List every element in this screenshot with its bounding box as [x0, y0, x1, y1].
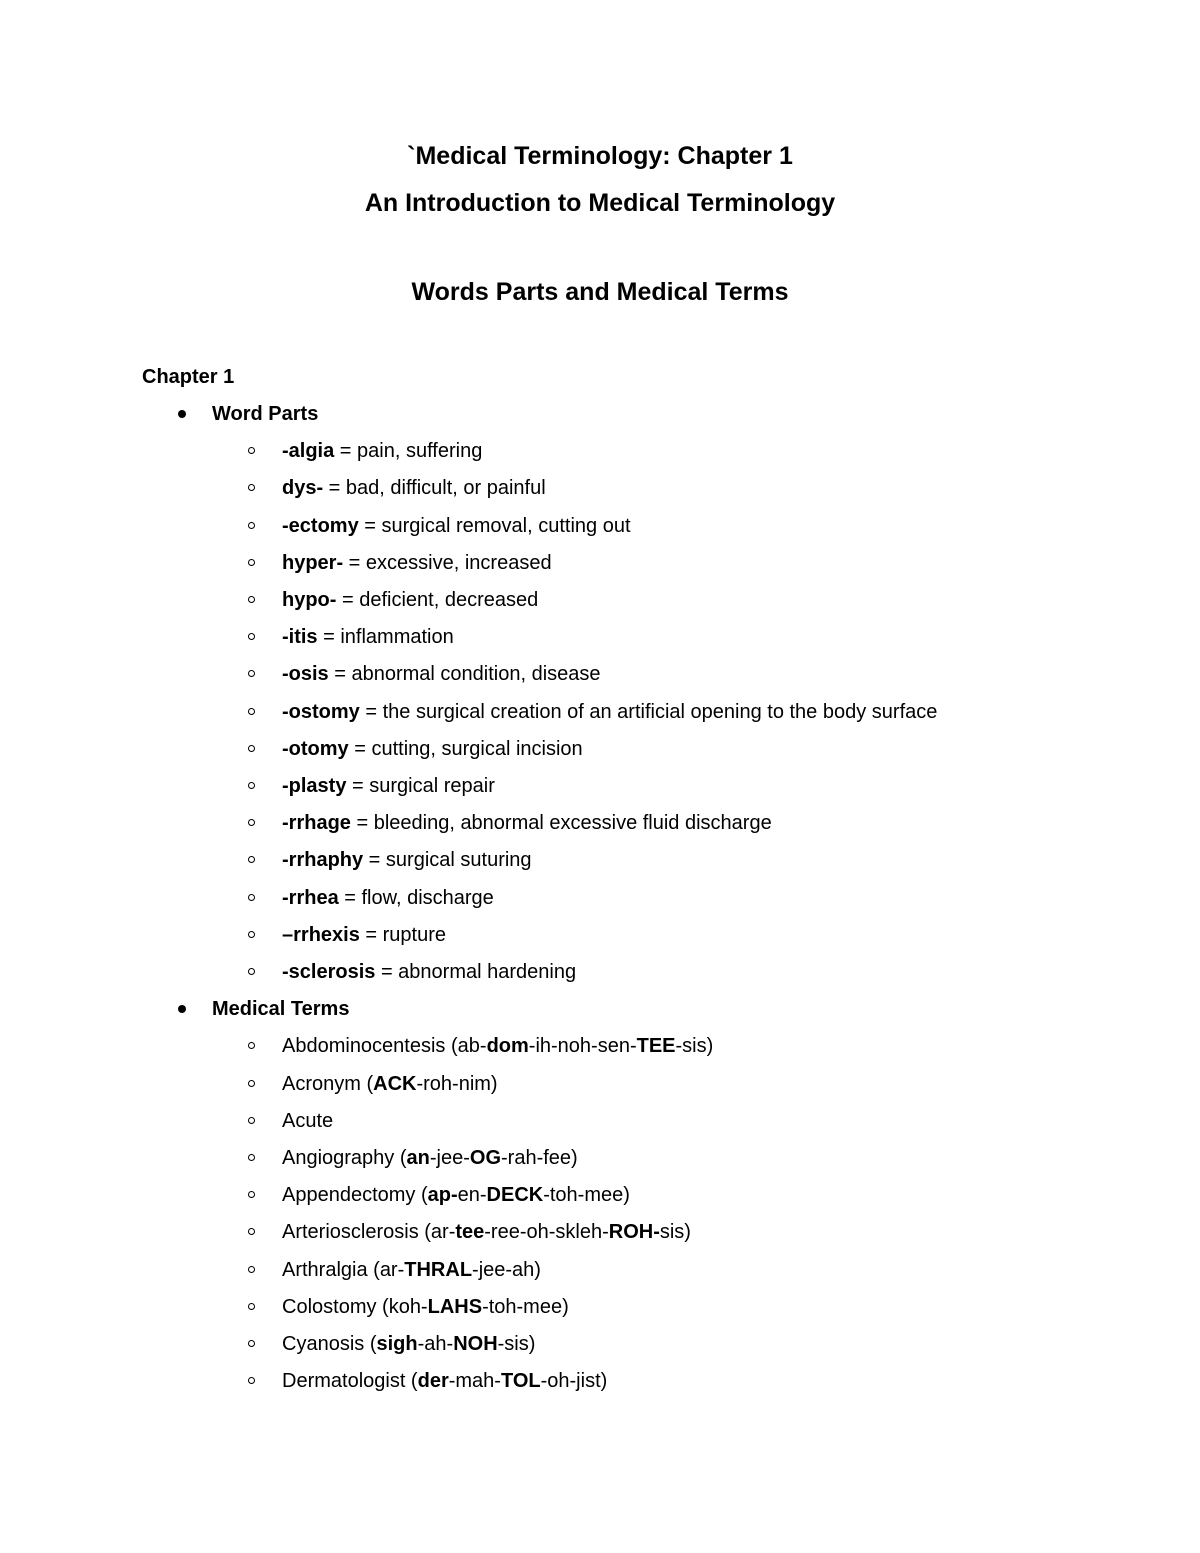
chapter-heading: Chapter 1: [142, 366, 235, 388]
term-text: -sis): [497, 1333, 536, 1355]
pronunciation-stress: der: [417, 1370, 449, 1393]
word-part-definition: = deficient, decreased: [336, 589, 539, 611]
sub-bullet-marker: [248, 856, 255, 863]
word-part-term: -plasty: [282, 775, 347, 797]
pronunciation-stress: dom: [486, 1035, 529, 1058]
sub-bullet-marker: [248, 1266, 255, 1273]
bullet-marker: [178, 1005, 186, 1013]
term-text: -roh-nim): [416, 1072, 498, 1095]
term-text: -toh-mee): [482, 1295, 569, 1318]
document-subtitle: An Introduction to Medical Terminology: [364, 189, 836, 217]
word-part-item: [282, 847, 532, 873]
word-part-definition: = the surgical creation of an artificial opening to the body surface: [359, 700, 938, 723]
sub-bullet-marker: [248, 484, 255, 491]
bullet-label: Medical Terms: [212, 998, 350, 1021]
word-part-item: [282, 699, 937, 725]
medical-term-item: [282, 1331, 535, 1357]
medical-term-item: [282, 1145, 578, 1171]
word-part-term: -ectomy: [282, 514, 359, 537]
medical-term-item: [282, 1368, 607, 1394]
medical-term-item: [282, 1071, 498, 1097]
pronunciation-stress: THRAL: [404, 1258, 473, 1281]
sub-bullet-marker: [248, 968, 255, 975]
sub-bullet-marker: [248, 1154, 255, 1161]
word-part-item: [282, 959, 576, 985]
pronunciation-stress: NOH: [453, 1333, 498, 1355]
pronunciation-stress: LAHS: [427, 1295, 483, 1318]
word-part-definition: = abnormal condition, disease: [328, 663, 601, 686]
term-text: Cyanosis (: [282, 1333, 377, 1355]
term-text: -sis): [675, 1035, 714, 1058]
pronunciation-stress: ACK: [373, 1072, 417, 1095]
word-part-definition: = flow, discharge: [338, 886, 494, 909]
pronunciation-stress: sigh: [376, 1333, 418, 1355]
word-part-definition: = abnormal hardening: [375, 961, 577, 983]
pronunciation-stress: OG: [469, 1147, 502, 1169]
sub-bullet-marker: [248, 745, 255, 752]
word-part-term: hypo-: [282, 589, 337, 611]
sub-bullet-marker: [248, 1080, 255, 1087]
medical-term-item: [282, 1182, 630, 1208]
term-text: Appendectomy (: [282, 1184, 428, 1207]
word-part-term: -rrhaphy: [282, 849, 364, 872]
word-part-term: -itis: [282, 626, 318, 649]
term-text: Arthralgia (ar-: [282, 1258, 405, 1281]
term-text: -ah-: [417, 1333, 454, 1355]
word-part-term: dys-: [282, 477, 324, 500]
word-part-item: [282, 587, 538, 613]
sub-bullet-marker: [248, 782, 255, 789]
medical-term-item: [282, 1219, 691, 1245]
bullet-label: Word Parts: [212, 403, 319, 425]
medical-term-item: [282, 1108, 333, 1134]
sub-bullet-marker: [248, 1228, 255, 1235]
word-part-term: -algia: [282, 440, 335, 463]
sub-bullet-marker: [248, 447, 255, 454]
word-part-item: [282, 513, 631, 539]
term-text: Acute: [282, 1109, 334, 1132]
term-text: -oh-jist): [540, 1370, 608, 1393]
term-text: -jee-: [429, 1147, 470, 1169]
sub-bullet-marker: [248, 1303, 255, 1310]
sub-bullet-marker: [248, 894, 255, 901]
word-part-term: -rrhage: [282, 812, 351, 835]
word-part-item: [282, 885, 494, 911]
pronunciation-stress: DECK: [486, 1184, 544, 1207]
word-part-definition: = inflammation: [317, 626, 454, 649]
word-part-definition: = excessive, increased: [343, 551, 552, 574]
word-part-item: [282, 922, 446, 948]
sub-bullet-marker: [248, 596, 255, 603]
medical-term-item: [282, 1294, 569, 1320]
pronunciation-stress: ROH-: [608, 1221, 660, 1244]
word-part-definition: = surgical suturing: [363, 849, 532, 872]
sub-bullet-marker: [248, 633, 255, 640]
sub-bullet-marker: [248, 1042, 255, 1049]
term-text: -rah-fee): [501, 1147, 578, 1169]
document-title: `Medical Terminology: Chapter 1: [407, 142, 793, 170]
term-text: Abdominocentesis (ab-: [282, 1035, 487, 1058]
medical-term-item: [282, 1033, 713, 1059]
word-part-item: [282, 438, 482, 464]
pronunciation-stress: ap-: [427, 1184, 458, 1207]
section-title: Words Parts and Medical Terms: [411, 278, 789, 306]
term-text: Angiography (: [282, 1147, 407, 1169]
term-text: Acronym (: [282, 1072, 374, 1095]
word-part-term: -ostomy: [282, 700, 360, 723]
sub-bullet-marker: [248, 670, 255, 677]
pronunciation-stress: TEE: [636, 1035, 676, 1058]
word-part-term: -otomy: [282, 737, 349, 760]
term-text: -toh-mee): [543, 1184, 630, 1207]
word-part-term: –rrhexis: [282, 923, 360, 946]
sub-bullet-marker: [248, 819, 255, 826]
term-text: -ih-noh-sen-: [528, 1035, 637, 1058]
term-text: -jee-ah): [472, 1258, 541, 1281]
word-part-item: [282, 550, 552, 576]
sub-bullet-marker: [248, 1191, 255, 1198]
sub-bullet-marker: [248, 1340, 255, 1347]
word-part-definition: = surgical repair: [346, 775, 495, 797]
pronunciation-stress: tee: [455, 1221, 485, 1244]
pronunciation-stress: TOL: [500, 1370, 541, 1393]
sub-bullet-marker: [248, 522, 255, 529]
word-part-definition: = bleeding, abnormal excessive fluid discharge: [350, 812, 772, 835]
sub-bullet-marker: [248, 1117, 255, 1124]
word-part-item: [282, 661, 601, 687]
word-part-term: -sclerosis: [282, 961, 376, 983]
sub-bullet-marker: [248, 708, 255, 715]
word-part-item: [282, 736, 583, 762]
word-part-item: [282, 810, 772, 836]
word-part-definition: = cutting, surgical incision: [348, 737, 583, 760]
word-part-term: hyper-: [282, 551, 344, 574]
medical-term-item: [282, 1257, 541, 1283]
word-parts-heading: [212, 401, 318, 427]
word-part-item: [282, 773, 495, 799]
pronunciation-stress: an: [406, 1147, 430, 1169]
term-text: en-: [457, 1184, 487, 1207]
word-part-term: -rrhea: [282, 886, 339, 909]
word-part-definition: = surgical removal, cutting out: [358, 514, 631, 537]
sub-bullet-marker: [248, 1377, 255, 1384]
term-text: Arteriosclerosis (ar-: [282, 1221, 456, 1244]
term-text: sis): [659, 1221, 691, 1244]
sub-bullet-marker: [248, 931, 255, 938]
word-part-definition: = bad, difficult, or painful: [323, 477, 546, 500]
word-part-definition: = pain, suffering: [334, 440, 483, 463]
medical-terms-heading: [212, 996, 349, 1022]
word-part-item: [282, 624, 454, 650]
word-part-term: -osis: [282, 663, 329, 686]
word-part-definition: = rupture: [359, 923, 447, 946]
term-text: Colostomy (koh-: [282, 1295, 428, 1318]
sub-bullet-marker: [248, 559, 255, 566]
word-part-item: [282, 475, 546, 501]
term-text: -mah-: [448, 1370, 501, 1393]
bullet-marker: [178, 410, 186, 418]
term-text: -ree-oh-skleh-: [484, 1221, 609, 1244]
term-text: Dermatologist (: [282, 1370, 418, 1393]
